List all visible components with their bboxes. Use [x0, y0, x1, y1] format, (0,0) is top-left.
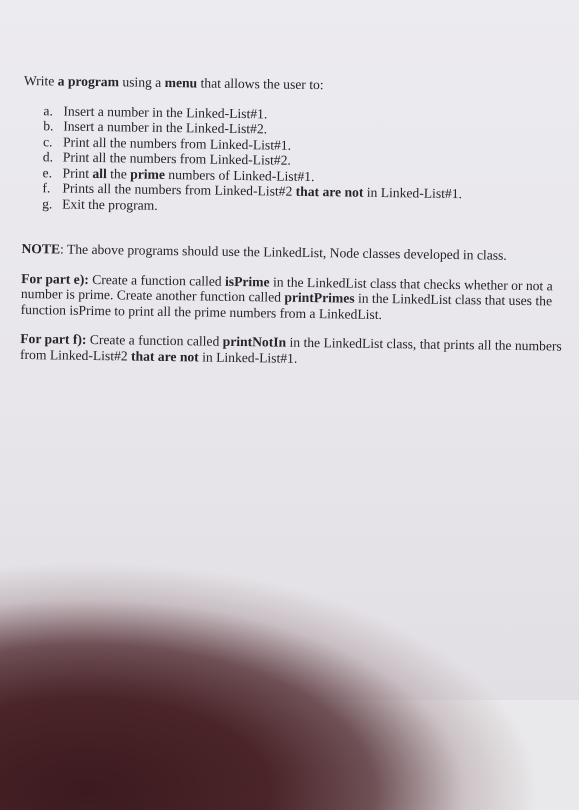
part-e-label: For part e): [21, 270, 89, 287]
intro-mid: using a [118, 74, 165, 90]
assignment-text [20, 73, 572, 370]
menu-item-text: Insert a number in the Linked-List#1. [63, 103, 268, 121]
text-run: Create a function called [88, 271, 226, 289]
text-run: numbers of Linked-List#1. [164, 166, 315, 184]
menu-letter: g. [42, 195, 53, 211]
menu-letter: c. [42, 133, 53, 149]
menu-item-text: Print all the numbers from Linked-List#2. [62, 149, 291, 168]
text-run: in the LinkedList class, that prints all the numbers from Linked-List#2 [19, 334, 562, 364]
menu-letter: f. [42, 180, 51, 196]
menu-item-text: Print all the numbers from Linked-List#1. [62, 134, 292, 153]
menu-letter: e. [42, 164, 53, 180]
intro-bold-program: a program [57, 73, 120, 90]
note-text: : The above programs should use the LinkedList, Node classes developed in class. [59, 241, 507, 263]
text-run: Print [62, 165, 93, 181]
text-run: Prints all the numbers from Linked-List#2 [62, 180, 296, 199]
bold-run: that are not [130, 348, 199, 364]
text-run: in the LinkedList class that uses the function isPrime to print all the prime numbers from a LinkedList. [20, 290, 553, 322]
menu-letter: b. [43, 118, 54, 134]
part-e-paragraph [21, 270, 570, 324]
text-run: the [106, 165, 131, 181]
intro-post: that allows the user to: [197, 75, 324, 93]
text-run: Create a function called [86, 331, 223, 349]
part-f-label: For part f): [20, 330, 87, 347]
bold-run: prime [130, 165, 166, 182]
menu-item-text: Exit the program. [62, 196, 158, 213]
menu-letter: d. [42, 149, 54, 165]
intro-bold-menu: menu [164, 74, 198, 91]
bold-run: printNotIn [222, 333, 287, 350]
text-run: in the LinkedList class that checks whether or not a number is prime. Create another function called [20, 273, 553, 305]
text-run: in Linked-List#1. [198, 348, 298, 366]
intro-pre: Write [23, 73, 58, 89]
note-label: NOTE [21, 240, 61, 257]
text-run: in Linked-List#1. [363, 184, 463, 202]
bold-run: all [92, 165, 107, 181]
bold-run: isPrime [224, 273, 270, 289]
menu-item-text: Insert a number in the Linked-List#2. [63, 118, 268, 137]
bold-run: printPrimes [284, 289, 355, 306]
menu-letter: a. [43, 102, 54, 118]
bold-run: that are not [295, 183, 364, 200]
menu-list [42, 103, 571, 219]
